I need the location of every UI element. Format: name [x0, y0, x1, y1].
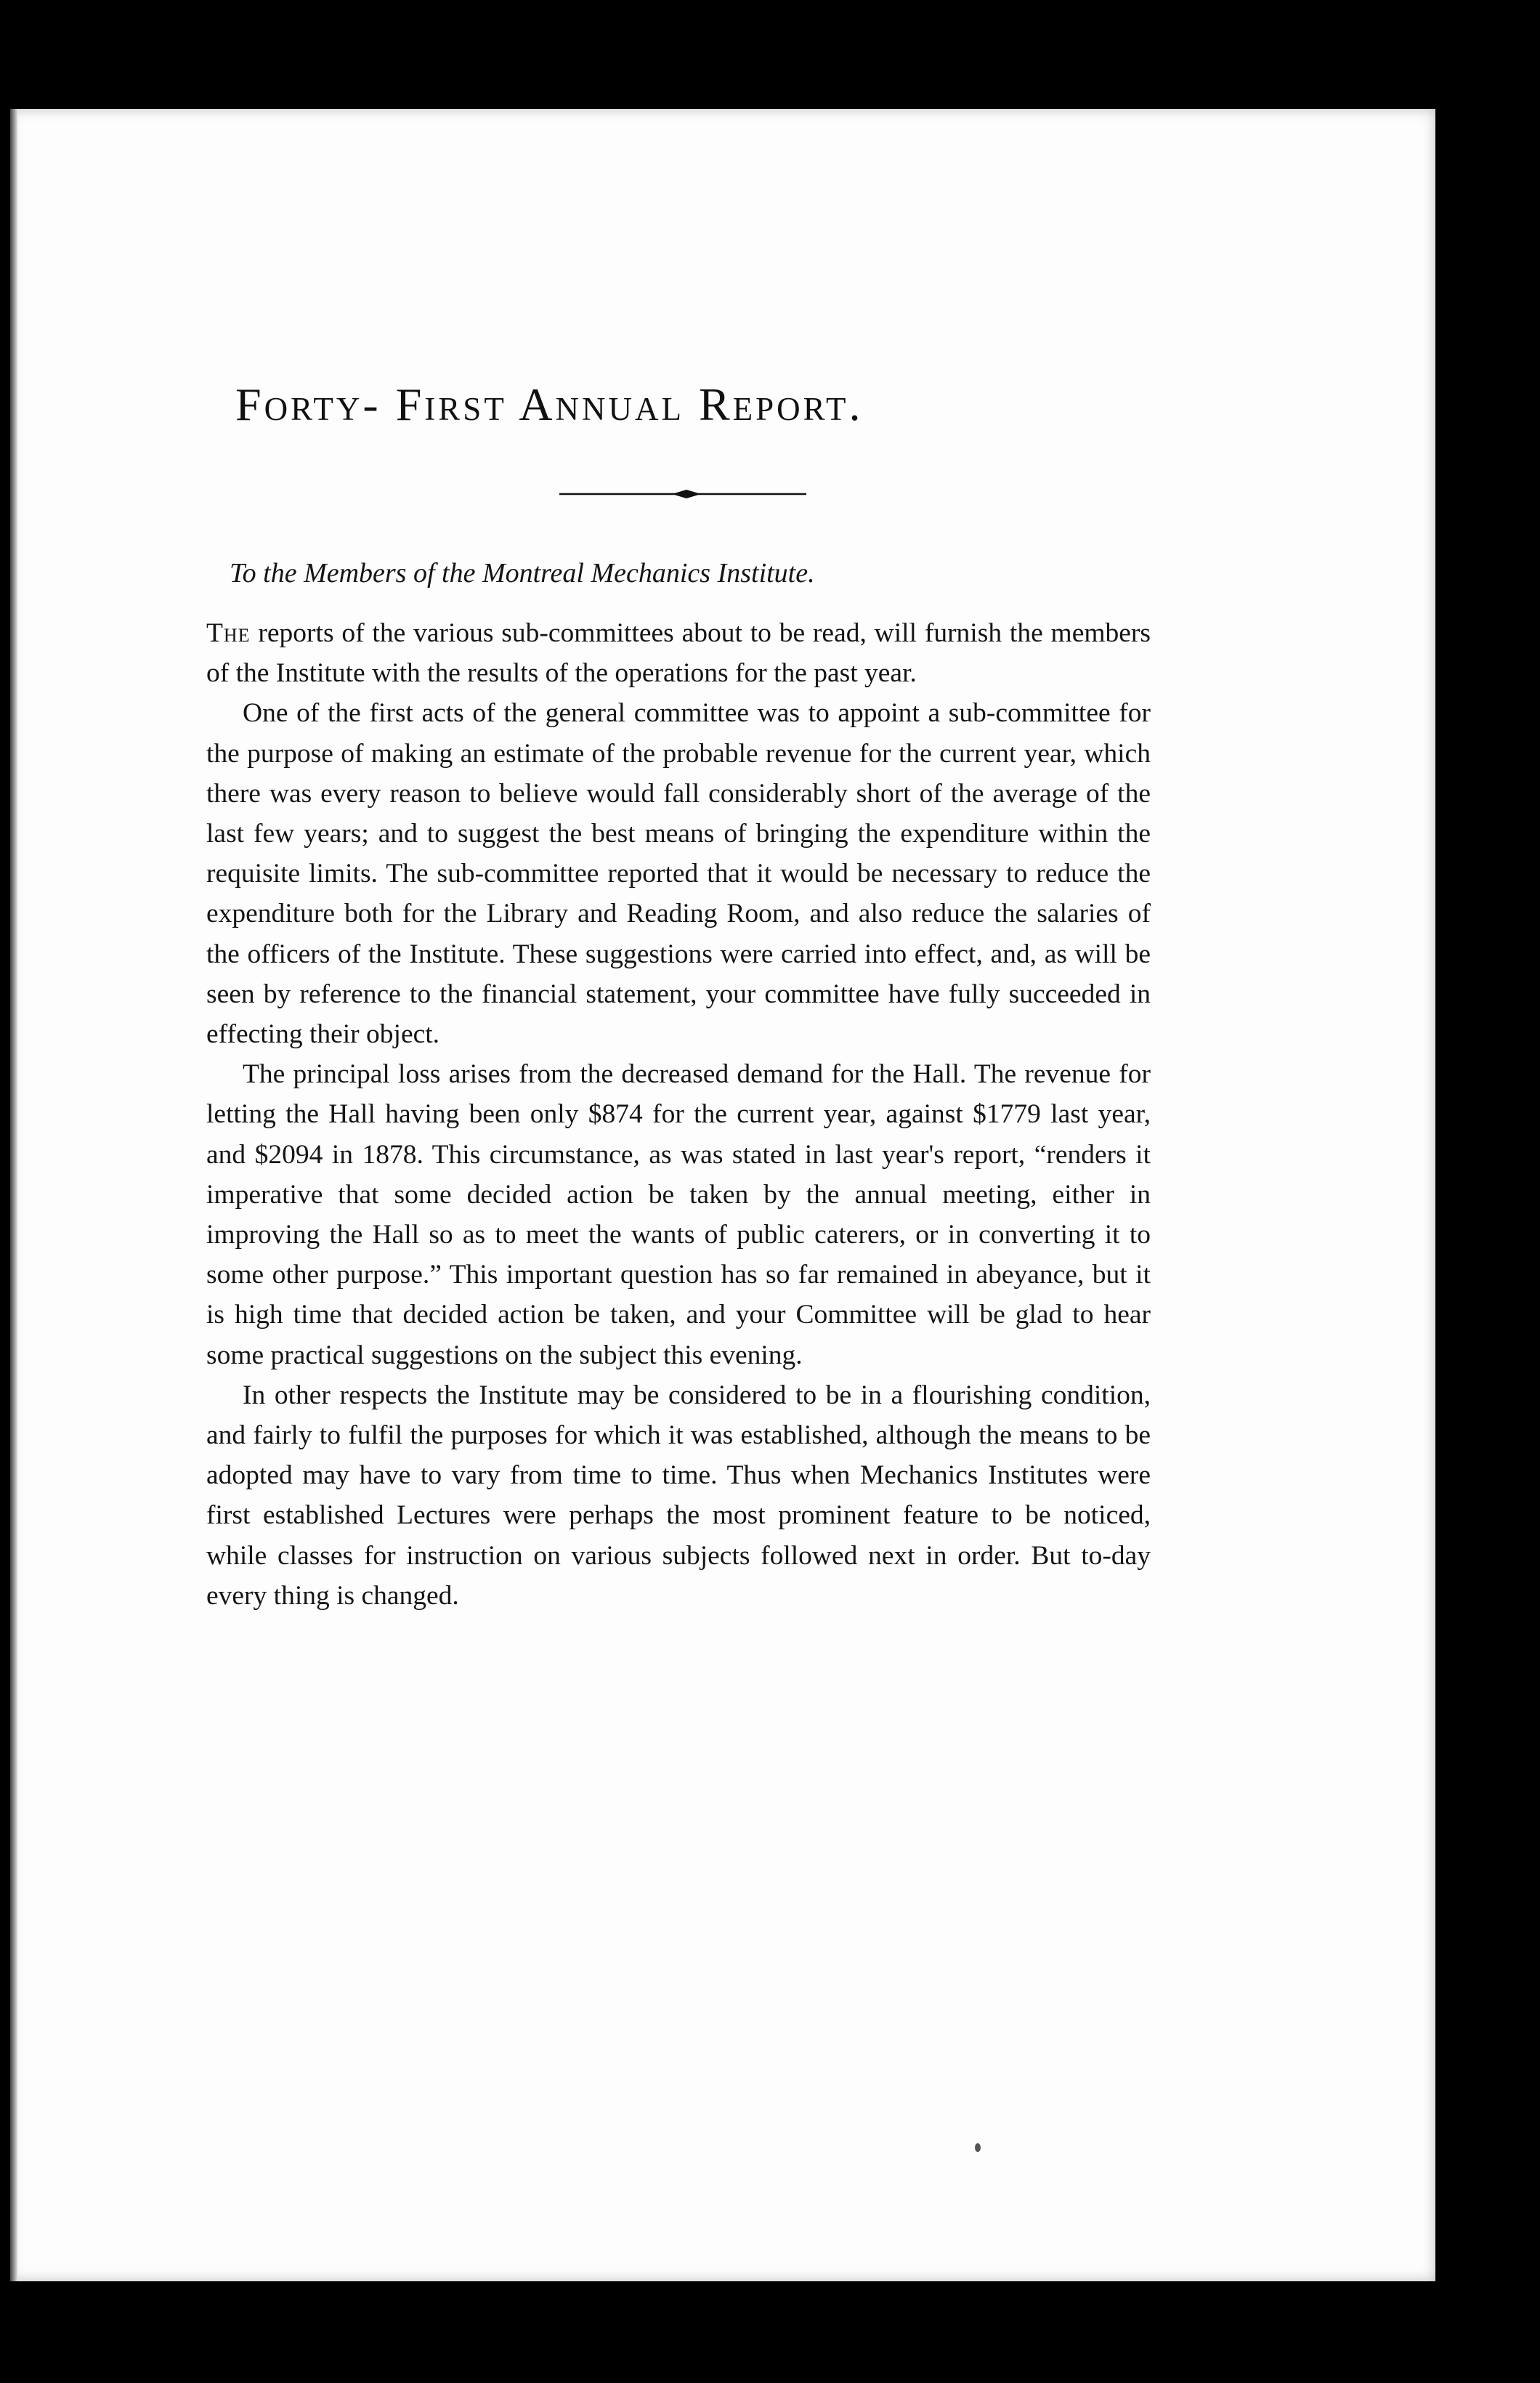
title-ornament-divider: [559, 487, 806, 501]
report-body: [206, 554, 1151, 1616]
ink-speck: [975, 2143, 981, 2152]
salutation-line: To the Members of the Montreal Mechanics Institute.: [230, 558, 815, 588]
report-paragraph-3: [206, 1054, 1151, 1375]
page-title: Forty- First Annual Report.: [235, 379, 864, 430]
report-paragraph-4: [206, 1375, 1151, 1616]
paragraph-lead-word: The: [206, 618, 251, 648]
ornament-rule-icon: [559, 487, 806, 501]
paragraph-text: One of the first acts of the general committee was to appoint a sub-committee for the purpose of making an estimate of the probable revenue for the current year, which there was every reason to believe would fall considerably short of the average of the last few years; and to suggest the best means of bringing the expenditure within the requisite limits. The sub-committee reported that it would be necessary to reduce the expenditure both for the Library and Reading Room, and also reduce the salaries of the officers of the Institute. These suggestions were carried into effect, and, as will be seen by reference to the financial statement, your committee have fully succeeded in effecting their object.: [206, 698, 1151, 1050]
paragraph-text: reports of the various sub-committees about to be read, will furnish the members of the Institute with the results of the operations for the past year.: [206, 618, 1151, 689]
paragraph-text: The principal loss arises from the decreased demand for the Hall. The revenue for letting the Hall having been only $874 for the current year, against $1779 last year, and $2094 in 1878. This circumstance, as was stated in last year's report, “renders it imperative that some decided action be taken by the annual meeting, either in improving the Hall so as to meet the wants of public caterers, or in converting it to some other purpose.” This important question has so far remained in abeyance, but it is high time that decided action be taken, and your Committee will be glad to hear some practical suggestions on the subject this evening.: [206, 1059, 1151, 1370]
document-page: [10, 109, 1435, 2281]
report-paragraph-2: [206, 693, 1151, 1054]
page-binding-edge: [10, 109, 17, 2281]
paragraph-text: In other respects the Institute may be considered to be in a flourishing condition, and fairly to fulfil the purposes for which it was established, although the means to be adopted may have to vary from time to time. Thus when Mechanics Institutes were first established Lectures were perhaps the most prominent feature to be noticed, while classes for instruction on various subjects followed next in order. But to-day every thing is changed.: [206, 1380, 1151, 1611]
report-paragraph-1: [206, 613, 1151, 693]
